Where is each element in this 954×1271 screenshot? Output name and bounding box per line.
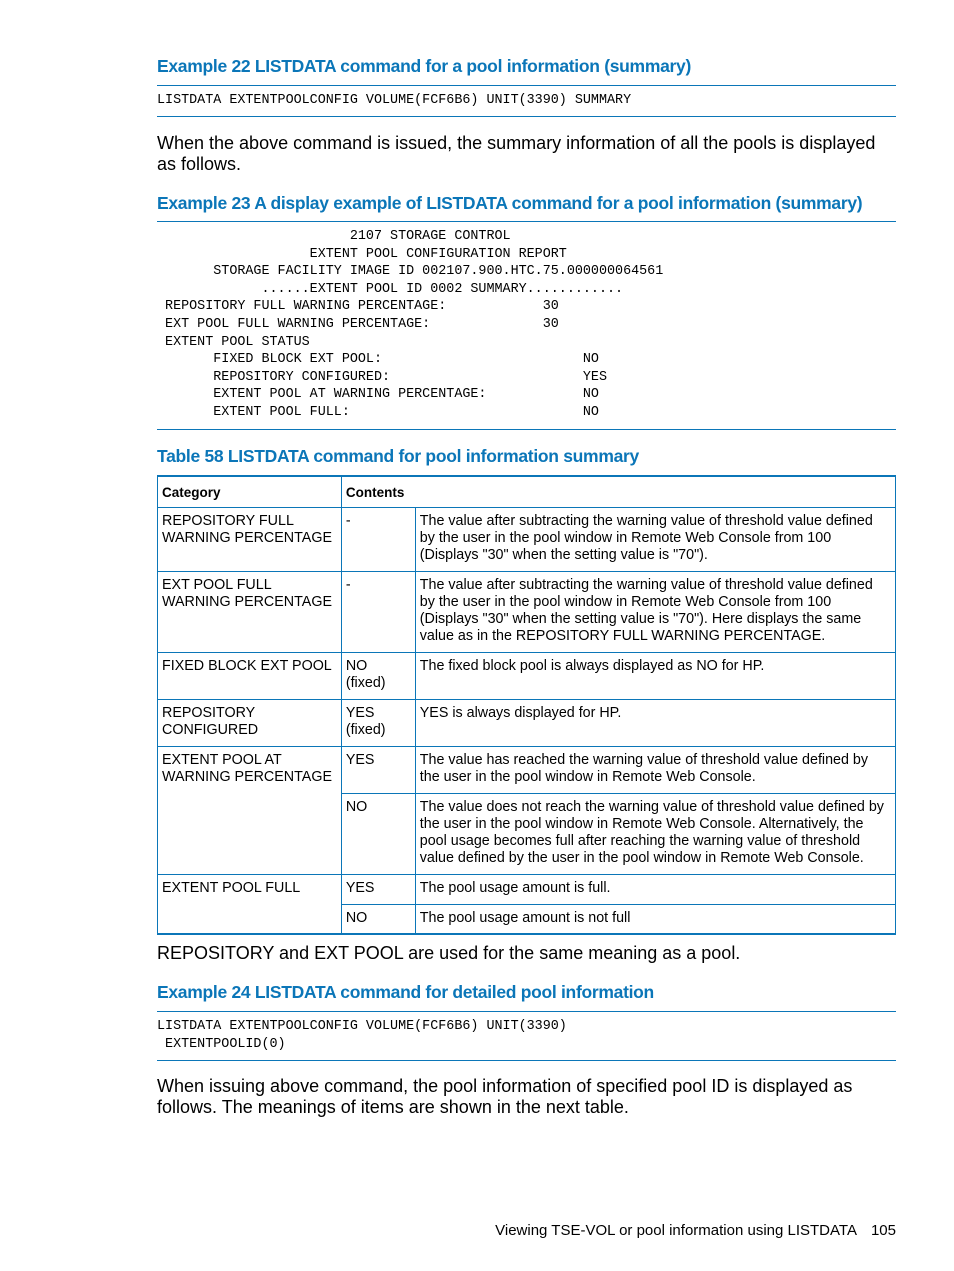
paragraph-detailed-intro: When issuing above command, the pool information of specified pool ID is displayed as follows. The meanings of items are shown in the next table. (157, 1076, 853, 1117)
table-58 (157, 475, 896, 935)
cell-category: EXTENT POOL AT WARNING PERCENTAGE (158, 746, 342, 874)
table-58-caption: Table 58 LISTDATA command for pool information summary (157, 446, 639, 466)
cell-description: YES is always displayed for HP. (415, 699, 895, 746)
example-23-code: 2107 STORAGE CONTROL EXTENT POOL CONFIGURATION REPORT STORAGE FACILITY IMAGE ID 002107.900.HTC.75.000000064561 ......EXTENT POOL ID 0002 SUMMARY............ REPOSITORY FULL WARNING PERCENTAGE: 30 EXT POOL FULL WARNING PERCENTAGE: 30 EXTENT POOL STATUS FIXED BLOCK EXT POOL: NO REPOSITORY CONFIGURED: YES EXTENT POOL AT WARNING PERCENTAGE: NO EXTENT POOL FULL: NO (165, 229, 664, 420)
table-row (158, 746, 896, 793)
cell-description: The pool usage amount is not full (415, 904, 895, 934)
example-24-code: LISTDATA EXTENTPOOLCONFIG VOLUME(FCF6B6) UNIT(3390) EXTENTPOOLID(0) (157, 1019, 567, 1052)
cell-value: NO (341, 904, 415, 934)
page-number: 105 (870, 1222, 896, 1239)
cell-value: YES (fixed) (341, 699, 415, 746)
paragraph-pool-meaning: REPOSITORY and EXT POOL are used for the same meaning as a pool. (157, 943, 741, 963)
cell-description: The fixed block pool is always displayed as NO for HP. (415, 652, 895, 699)
table-header-row (158, 476, 896, 507)
header-contents: Contents (341, 476, 895, 507)
cell-value: - (341, 571, 415, 652)
cell-value: YES (341, 874, 415, 904)
example-22-heading: Example 22 LISTDATA command for a pool information (summary) (157, 56, 691, 76)
cell-value: - (341, 507, 415, 571)
example-23-code-box (157, 221, 896, 430)
table-row (158, 571, 896, 652)
header-category: Category (158, 476, 342, 507)
cell-description: The value after subtracting the warning value of threshold value defined by the user in the pool window in Remote Web Console from 100 (Displays "30" when the setting value is "70"). (415, 507, 895, 571)
table-row (158, 699, 896, 746)
cell-category: FIXED BLOCK EXT POOL (158, 652, 342, 699)
example-22-code-box (157, 85, 896, 117)
page-footer (495, 1222, 896, 1239)
example-24-heading: Example 24 LISTDATA command for detailed pool information (157, 982, 654, 1002)
cell-category: EXT POOL FULL WARNING PERCENTAGE (158, 571, 342, 652)
cell-description: The pool usage amount is full. (415, 874, 895, 904)
cell-description: The value has reached the warning value of threshold value defined by the user in the pool window in Remote Web Console. (415, 746, 895, 793)
paragraph-summary-intro: When the above command is issued, the summary information of all the pools is displayed as follows. (157, 133, 876, 174)
cell-value: YES (341, 746, 415, 793)
table-row (158, 874, 896, 904)
cell-category: REPOSITORY FULL WARNING PERCENTAGE (158, 507, 342, 571)
example-23-heading: Example 23 A display example of LISTDATA command for a pool information (summary) (157, 193, 863, 213)
cell-description: The value after subtracting the warning value of threshold value defined by the user in the pool window in Remote Web Console from 100 (Displays "30" when the setting value is "70"). Here displays the same value as in the REPOSITORY FULL WARNING PERCENTAGE. (415, 571, 895, 652)
example-22-code: LISTDATA EXTENTPOOLCONFIG VOLUME(FCF6B6) UNIT(3390) SUMMARY (157, 93, 632, 108)
cell-category: REPOSITORY CONFIGURED (158, 699, 342, 746)
footer-title: Viewing TSE-VOL or pool information using LISTDATA (495, 1222, 857, 1239)
cell-value: NO (fixed) (341, 652, 415, 699)
cell-value: NO (341, 793, 415, 874)
table-row (158, 652, 896, 699)
cell-category: EXTENT POOL FULL (158, 874, 342, 934)
example-24-code-box (157, 1011, 896, 1061)
cell-description: The value does not reach the warning value of threshold value defined by the user in the pool window in Remote Web Console. Alternatively, the pool usage becomes full after reaching the warning value of threshold value defined by the user in the pool window in Remote Web Console. (415, 793, 895, 874)
table-row (158, 507, 896, 571)
